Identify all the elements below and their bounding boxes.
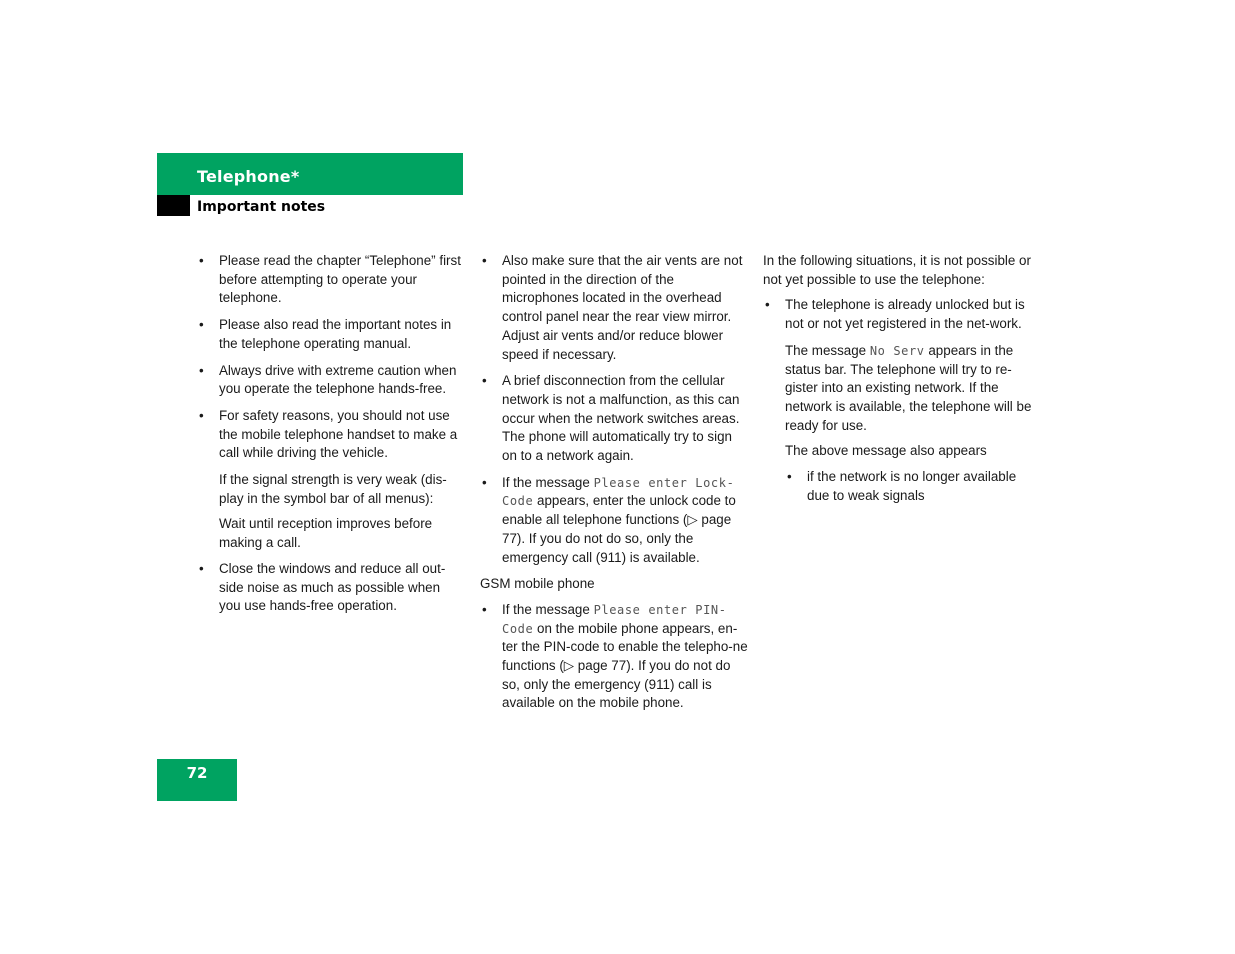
paragraph: If the signal strength is very weak (dis-play in the symbol bar of all menus): bbox=[219, 472, 447, 506]
list-item-text: Please read the chapter “Telephone” first before attempting to operate your telephone. bbox=[219, 253, 461, 306]
bullet-icon: • bbox=[199, 407, 204, 423]
bullet-icon: • bbox=[765, 297, 770, 313]
subheading: GSM mobile phone bbox=[480, 576, 595, 592]
subsection-title: Important notes bbox=[197, 199, 326, 215]
page-number: 72 bbox=[186, 764, 208, 782]
bullet-icon: • bbox=[199, 362, 204, 378]
bullet-icon: • bbox=[482, 253, 487, 268]
list-item-text: For safety reasons, you should not use the mobile telephone handset to make a call while driving the vehicle. bbox=[219, 407, 458, 461]
list-item bbox=[197, 362, 465, 399]
bullet-icon: • bbox=[482, 601, 487, 617]
bullet-icon: • bbox=[482, 474, 487, 490]
column-2 bbox=[480, 252, 748, 721]
subsection-marker bbox=[157, 195, 190, 216]
list-item-text: A brief disconnection from the cellular network is not a malfunction, as this can occur when the network switches areas. The phone will automatically try to sign on to a network again. bbox=[502, 373, 740, 464]
bullet-icon: • bbox=[482, 373, 487, 389]
list-item-text: Close the windows and reduce all out-side noise as much as possible when you use hands-free operation. bbox=[219, 560, 446, 614]
list-item bbox=[197, 407, 465, 463]
list-item bbox=[197, 316, 465, 353]
list-item bbox=[763, 296, 1033, 333]
text-fragment: on the mobile phone appears, en-ter the PIN-code to enable the telepho-ne functions (▷ page 77). If you do not do so, only the emergency (911) call is available on the mobile phone. bbox=[502, 620, 748, 711]
paragraph: Wait until reception improves before making a call. bbox=[219, 516, 433, 551]
list-item-text: if the network is no longer available due to weak signals bbox=[807, 469, 1017, 503]
text-fragment: appears in the status bar. The telephone will try to re-gister into an existing network. If the network is available, the telephone will be ready for use. bbox=[785, 342, 1032, 433]
bullet-icon: • bbox=[787, 469, 792, 485]
bullet-icon: • bbox=[199, 253, 204, 268]
bullet-icon: • bbox=[199, 560, 204, 576]
display-message: Please enter PIN-Code bbox=[502, 602, 727, 636]
column-1 bbox=[197, 252, 465, 624]
display-message: Please enter Lock-Code bbox=[502, 475, 735, 509]
list-item-text: Always drive with extreme caution when you operate the telephone hands-free. bbox=[219, 362, 457, 397]
list-item-text bbox=[502, 602, 748, 711]
text-fragment: If the message bbox=[502, 474, 594, 490]
text-fragment: appears, enter the unlock code to enable all telephone functions (▷ page 77). If you do not do so, only the emergency call (911) is available. bbox=[502, 493, 736, 565]
column-3 bbox=[763, 252, 1033, 513]
paragraph: In the following situations, it is not possible or not yet possible to use the telephone: bbox=[763, 253, 1031, 287]
display-message: No Serv bbox=[869, 343, 925, 358]
list-item-text: Also make sure that the air vents are not pointed in the direction of the microphones located in the overhead control panel near the rear view mirror. Adjust air vents and/or reduce blower speed if necessary. bbox=[502, 253, 743, 362]
list-item bbox=[480, 474, 748, 568]
list-item bbox=[480, 601, 748, 713]
list-item bbox=[763, 468, 1033, 505]
list-item-text: Please also read the important notes in the telephone operating manual. bbox=[219, 317, 452, 351]
text-fragment: The message bbox=[785, 342, 870, 358]
paragraph: The above message also appears bbox=[785, 443, 987, 459]
list-item bbox=[197, 252, 465, 308]
text-fragment: If the message bbox=[502, 601, 594, 617]
paragraph bbox=[763, 342, 1033, 436]
list-item bbox=[197, 560, 465, 616]
section-title: Telephone* bbox=[197, 167, 300, 186]
bullet-icon: • bbox=[199, 317, 204, 333]
list-item bbox=[480, 372, 748, 466]
list-item bbox=[480, 252, 748, 364]
page-number-box bbox=[157, 759, 237, 801]
list-item-text bbox=[502, 475, 736, 565]
list-item-text: The telephone is already unlocked but is not or not yet registered in the net-work. bbox=[785, 297, 1025, 332]
